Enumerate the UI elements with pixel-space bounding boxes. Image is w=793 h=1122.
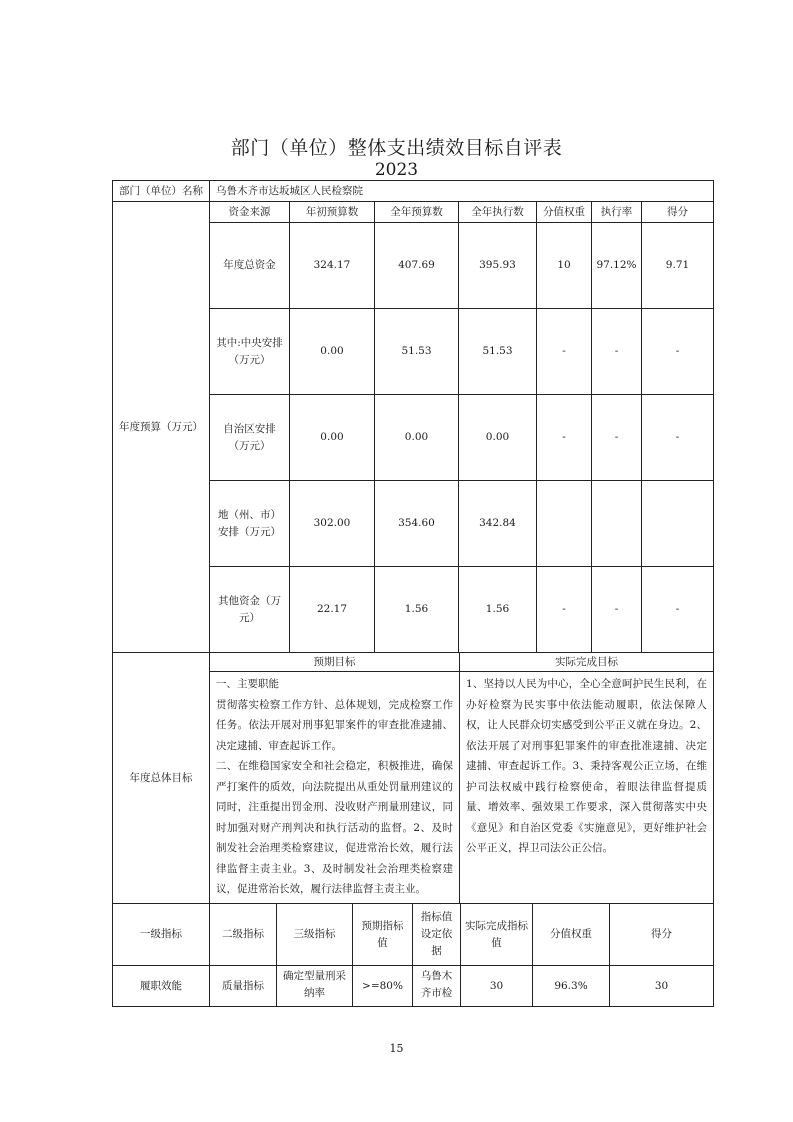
budget-row-total-executed: 395.93 (458, 222, 537, 309)
indicator-row-weight: 96.3% (532, 965, 610, 1007)
budget-row-autonomous-score: - (641, 394, 714, 481)
budget-row-other-annual: 1.56 (374, 566, 459, 653)
budget-row-autonomous-annual: 0.00 (374, 394, 459, 481)
budget-row-other-rate: - (591, 566, 642, 653)
budget-row-prefecture-initial: 302.00 (289, 480, 375, 567)
budget-row-central-source: 其中:中央安排（万元） (209, 308, 290, 395)
indicator-row-basis: 乌鲁木齐市检 (412, 965, 461, 1007)
budget-row-prefecture-executed: 342.84 (458, 480, 537, 567)
budget-header-rate: 执行率 (591, 201, 642, 223)
indicator-header-weight: 分值权重 (532, 903, 610, 966)
budget-row-total-source: 年度总资金 (209, 222, 290, 309)
planned-goal-header: 预期目标 (209, 652, 460, 672)
budget-row-total-rate: 97.12% (591, 222, 642, 309)
budget-row-other-executed: 1.56 (458, 566, 537, 653)
indicator-row-level3: 确定型量刑采纳率 (276, 965, 353, 1007)
indicator-row-expected: >=80% (352, 965, 413, 1007)
self-evaluation-table (112, 180, 714, 1007)
budget-row-autonomous-source: 自治区安排（万元） (209, 394, 290, 481)
budget-row-prefecture-source: 地（州、市）安排（万元） (209, 480, 290, 567)
budget-header-score: 得分 (641, 201, 714, 223)
indicator-header-level1: 一级指标 (112, 903, 210, 966)
budget-header-executed: 全年执行数 (458, 201, 537, 223)
budget-row-total-annual: 407.69 (374, 222, 459, 309)
budget-row-total-score: 9.71 (641, 222, 714, 309)
budget-row-autonomous-rate: - (591, 394, 642, 481)
planned-goal-text: 一、主要职能 贯彻落实检察工作方针、总体规划，完成检察工作任务。依法开展对刑事犯罪案件的审查批准逮捕、决定逮捕、审查起诉工作。 二、在维稳国家安全和社会稳定，积极推进，确保严打案件的质效，向法院提出从重处罚量刑建议的同时，注重提出罚金刑、没收财产刑量刑建议，同时加强对财产刑判决和执行活动的监督。2、及时制发社会治理类检察建议，促进常治长效，履行法律监督主责主业。3、及时制发社会治理类检察建议，促进常治长效，履行法律监督主责主业。 (209, 671, 460, 904)
budget-row-central-weight: - (536, 308, 592, 395)
budget-row-other-initial: 22.17 (289, 566, 375, 653)
budget-row-autonomous-weight: - (536, 394, 592, 481)
unit-name-value: 乌鲁木齐市达坂城区人民检察院 (209, 180, 714, 202)
budget-row-total-initial: 324.17 (289, 222, 375, 309)
budget-row-other-weight: - (536, 566, 592, 653)
indicator-row-level1: 履职效能 (112, 965, 210, 1007)
budget-row-central-score: - (641, 308, 714, 395)
indicator-row-actual: 30 (460, 965, 533, 1007)
budget-header-annual: 全年预算数 (374, 201, 459, 223)
budget-row-central-rate: - (591, 308, 642, 395)
budget-row-prefecture-weight (536, 480, 592, 567)
actual-goal-text: 1、坚持以人民为中心，全心全意呵护民生民利，在办好检察为民实事中依法能动履职，依法保障人权，让人民群众切实感受到公平正义就在身边。2、依法开展了对刑事犯罪案件的审查批准逮捕、决定逮捕、审查起诉工作。3、秉持客观公正立场，在维护司法权威中践行检察使命，着眼法律监督提质量、增效率、强效果工作要求，深入贯彻落实中央《意见》和自治区党委《实施意见》，更好维护社会公平正义，捍卫司法公正公信。 (459, 671, 714, 904)
indicator-header-level2: 二级指标 (209, 903, 277, 966)
indicator-header-expected: 预期指标值 (352, 903, 413, 966)
budget-section-label: 年度预算（万元） (112, 201, 210, 653)
budget-row-prefecture-rate (591, 480, 642, 567)
budget-row-other-score: - (641, 566, 714, 653)
indicator-header-basis: 指标值设定依据 (412, 903, 461, 966)
indicator-row-level2: 质量指标 (209, 965, 277, 1007)
goals-section-label: 年度总体目标 (112, 652, 210, 904)
budget-row-central-executed: 51.53 (458, 308, 537, 395)
document-year: 2023 (374, 160, 419, 180)
actual-goal-header: 实际完成目标 (459, 652, 714, 672)
budget-header-source: 资金来源 (209, 201, 290, 223)
budget-row-prefecture-score (641, 480, 714, 567)
budget-row-central-annual: 51.53 (374, 308, 459, 395)
budget-row-prefecture-annual: 354.60 (374, 480, 459, 567)
budget-row-other-source: 其他资金（万元） (209, 566, 290, 653)
budget-header-initial: 年初预算数 (289, 201, 375, 223)
budget-row-central-initial: 0.00 (289, 308, 375, 395)
indicator-header-actual: 实际完成指标值 (460, 903, 533, 966)
budget-row-total-weight: 10 (536, 222, 592, 309)
indicator-row-score: 30 (609, 965, 714, 1007)
document-title: 部门（单位）整体支出绩效目标自评表 (230, 137, 563, 159)
page-number: 15 (389, 1042, 404, 1055)
budget-header-weight: 分值权重 (536, 201, 592, 223)
unit-name-label: 部门（单位）名称 (112, 180, 210, 202)
indicator-header-score: 得分 (609, 903, 714, 966)
budget-row-autonomous-executed: 0.00 (458, 394, 537, 481)
budget-row-autonomous-initial: 0.00 (289, 394, 375, 481)
indicator-header-level3: 三级指标 (276, 903, 353, 966)
